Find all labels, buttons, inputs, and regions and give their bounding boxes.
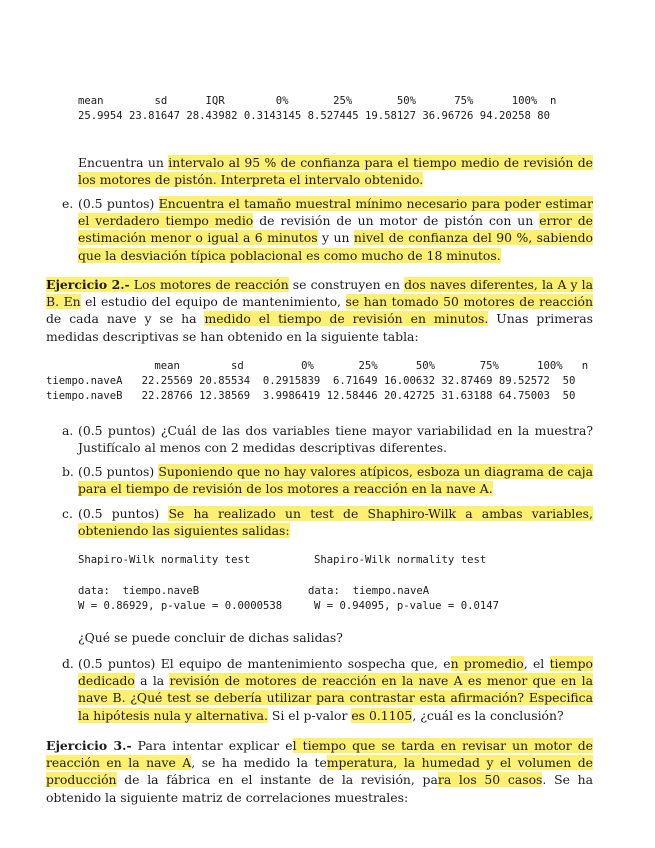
ejercicio-2-title: Ejercicio 2.- — [46, 277, 130, 292]
sw-title-left: Shapiro-Wilk normality test — [78, 554, 251, 566]
ci-highlight: intervalo al 95 % de confianza para el tiempo medio de revisión de los motores de pistón. Interpreta el intervalo obtenido. — [78, 155, 593, 188]
item-a-label: a. — [62, 423, 74, 438]
summary-header-top: mean sd IQR 0% 25% 50% 75% 100% n — [78, 95, 557, 107]
naves-header: mean sd 0% 25% 50% 75% 100% n — [46, 360, 589, 372]
item-c-label: c. — [62, 506, 73, 521]
item-b-text: (0.5 puntos) Suponiendo que no hay valores atípicos, esboza un diagrama de caja para el tiempo de revisión de los motores a reacción en la nave A. — [78, 464, 593, 497]
sw-data-right: data: tiempo.naveA — [308, 585, 430, 597]
item-e-label: e. — [62, 196, 74, 211]
item-c-text: (0.5 puntos) Se ha realizado un test de Shaphiro-Wilk a ambas variables, obteniendo las siguientes salidas: — [78, 506, 593, 539]
item-b-label: b. — [62, 464, 74, 479]
item-d-text: (0.5 puntos) El equipo de mantenimiento sospecha que, en promedio, el tiempo dedicado a la revisión de motores de reacción en la nave A es menor que en la nave B. ¿Qué test se debería utilizar para contrastar esta afirmación? Especifica la hipótesis nula y alternativa. Si el p-valor es 0.1105, ¿cuál es la conclusión? — [78, 656, 593, 723]
item-c-question: ¿Qué se puede concluir de dichas salidas? — [78, 630, 343, 645]
sw-data-left: data: tiempo.naveB — [78, 585, 200, 597]
summary-row-top: 25.9954 23.81647 28.43982 0.3143145 8.527445 19.58127 36.96726 94.20258 80 — [78, 110, 550, 122]
sw-w-right: W = 0.94095, p-value = 0.0147 — [314, 600, 499, 612]
naves-row-b: tiempo.naveB 22.28766 12.38569 3.9986419 12.58446 20.42725 31.63188 64.75003 50 — [46, 390, 576, 402]
ci-text: Encuentra un — [78, 155, 169, 170]
ejercicio-3-title: Ejercicio 3.- — [46, 738, 132, 753]
sw-title-right: Shapiro-Wilk normality test — [314, 554, 487, 566]
ejercicio-2-paragraph: Ejercicio 2.- Los motores de reacción se construyen en dos naves diferentes, la A y la B. En el estudio del equipo de mantenimiento, se han tomado 50 motores de reacción de cada nave y se ha medido el tiempo de revisión en minutos. Unas primeras medidas descriptivas se han obtenido en la siguiente tabla: — [46, 277, 593, 344]
item-a-text: (0.5 puntos) ¿Cuál de las dos variables tiene mayor variabilidad en la muestra? Justifícalo al menos con 2 medidas descriptivas diferentes. — [78, 423, 593, 456]
naves-row-a: tiempo.naveA 22.25569 20.85534 0.2915839 6.71649 16.00632 32.87469 89.52572 50 — [46, 375, 576, 387]
ejercicio-3-paragraph: Ejercicio 3.- Para intentar explicar el tiempo que se tarda en revisar un motor de reacción en la nave A, se ha medido la temperatura, la humedad y el volumen de producción de la fábrica en el instante de la revisión, para los 50 casos. Se ha obtenido la siguiente matriz de correlaciones muestrales: — [46, 738, 594, 805]
ci-paragraph — [78, 154, 593, 188]
sw-w-left: W = 0.86929, p-value = 0.0000538 — [78, 600, 283, 612]
item-e-text: (0.5 puntos) Encuentra el tamaño muestral mínimo necesario para poder estimar el verdadero tiempo medio de revisión de un motor de pistón con un error de estimación menor o igual a 6 minutos y un nivel de confianza del 90 %, sabiendo que la desviación típica poblacional es como mucho de 18 minutos. — [78, 196, 594, 263]
item-d-label: d. — [62, 656, 74, 671]
